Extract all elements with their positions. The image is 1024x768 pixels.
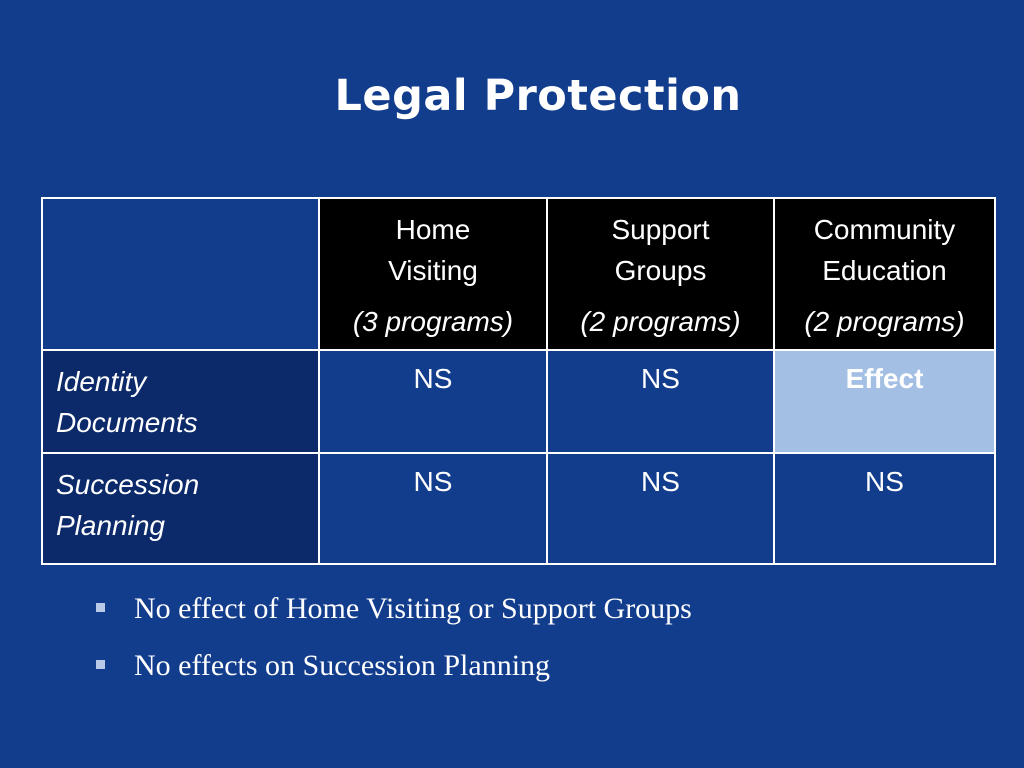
row-label-identity-documents: Identity Documents (42, 350, 319, 453)
column-programs: (3 programs) (352, 306, 514, 337)
square-bullet-icon (96, 603, 105, 612)
table-cell: NS (319, 453, 547, 564)
column-name-line: Support Groups (611, 214, 710, 286)
square-bullet-icon (96, 660, 105, 669)
table-cell: NS (774, 453, 995, 564)
table-cell: NS (547, 350, 774, 453)
column-name (320, 209, 546, 291)
table-row (42, 453, 995, 564)
bullet-list (96, 588, 692, 702)
results-table (41, 197, 996, 565)
table-cell-highlighted: Effect (774, 350, 995, 453)
column-header-support-groups (547, 198, 774, 350)
column-name-line: Home Visiting (388, 214, 478, 286)
table-cell: NS (547, 453, 774, 564)
row-label-succession-planning: Succession Planning (42, 453, 319, 564)
bullet-text: No effects on Succession Planning (134, 649, 551, 682)
table-row (42, 350, 995, 453)
slide-title: Legal Protection (334, 71, 742, 121)
table-corner-cell (42, 198, 319, 350)
table-cell: NS (319, 350, 547, 453)
column-programs: (2 programs) (804, 306, 965, 337)
bullet-item (96, 645, 692, 702)
bullet-text: No effect of Home Visiting or Support Groups (134, 592, 692, 625)
bullet-item (96, 588, 692, 645)
column-programs: (2 programs) (580, 306, 741, 337)
column-name (548, 209, 773, 291)
table-header-row (42, 198, 995, 350)
column-header-home-visiting (319, 198, 547, 350)
column-name-line: Community Education (813, 214, 956, 286)
column-header-community-education (774, 198, 995, 350)
column-name (775, 209, 994, 291)
